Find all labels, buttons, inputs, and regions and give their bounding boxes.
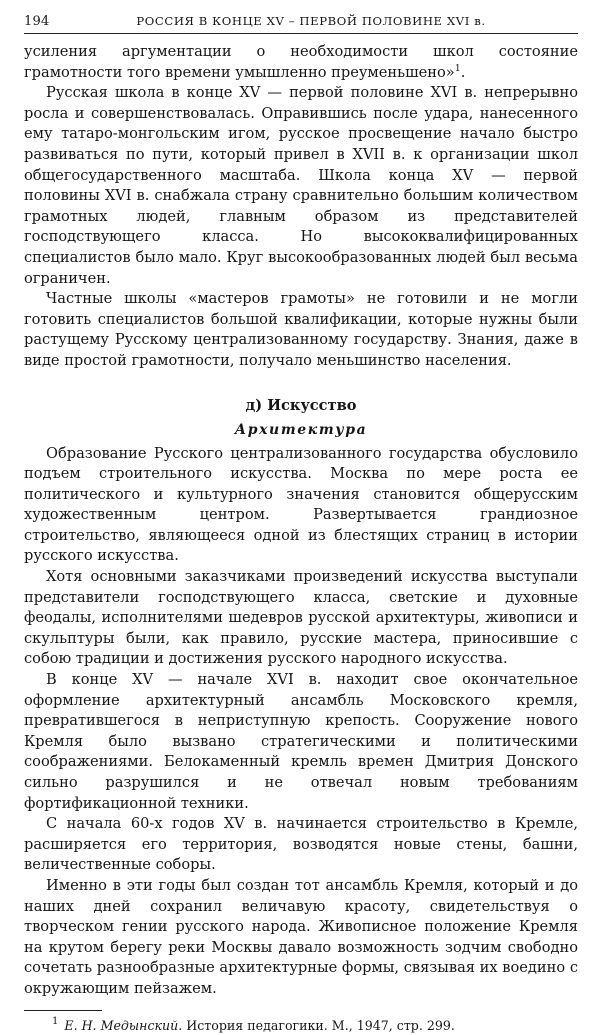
paragraph: Именно в эти годы был создан тот ансамбль Кремля, который и до наших дней сохранил величавую красоту, свидетельствуя о творческом гении русского народа. Живописное положение Кремля на крутом берегу реки Москвы давало возможность зодчим свободно сочетать разнообразные архитектурные формы, связывая их воедино с окружающим пейзажем. <box>24 876 578 997</box>
paragraph: Русская школа в конце XV — первой половине XVI в. непрерывно росла и совершенствовалась. Оправившись после удара, нанесенного ему татаро-монгольским игом, русское просвещение начало быстро развиваться по пути, который привел в XVII в. к организации школ общегосударственного масштаба. Школа конца XV — первой половины XVI в. снабжала страну сравнительно большим количеством грамотных людей, главным образом из представителей господствующего класса. Но высококвалифицированных специалистов было мало. Круг высокообразованных людей был весьма ограничен. <box>24 84 578 287</box>
running-header <box>24 14 578 34</box>
footnote <box>24 1017 578 1035</box>
footnote-text: История педагогики. М., 1947, стр. 299. <box>186 1017 455 1033</box>
paragraph: С начала 60-х годов XV в. начинается строительство в Кремле, расширяется его территория, возводятся новые стены, башни, величественные соборы. <box>24 815 578 874</box>
footnote-author: Е. Н. Медынский. <box>64 1017 183 1033</box>
section-title: д) Искусство <box>245 396 357 414</box>
paragraph: Частные школы «мастеров грамоты» не готовили и не могли готовить специалистов большой квалификации, которые нужны были растущему Русскому централизованному государству. Знания, даже в виде простой грамотности, получало меньшинство населения. <box>24 290 578 369</box>
paragraph-continuation: усиления аргументации о необходимости школ состояние грамотности того времени умышленно преуменьшено»$^1$. <box>24 43 578 81</box>
footnote-divider <box>24 1010 102 1011</box>
page-number: 194 <box>24 14 50 29</box>
paragraph: В конце XV — начале XVI в. находит свое окончательное оформление архитектурный ансамбль Московского кремля, превратившегося в неприступную крепость. Сооружение нового Кремля было вызвано стратегическими и политическими соображениями. Белокаменный кремль времен Дмитрия Донского сильно разрушился и не отвечал новым требованиям фортификационной техники. <box>24 671 578 812</box>
paragraph: Образование Русского централизованного государства обусловило подъем строительного искусства. Москва по мере роста ее политического и культурного значения становится общерусским художественным центром. Развертывается грандиозное строительство, являющееся одной из блестящих страниц в истории русского искусства. <box>24 444 578 565</box>
footnote-reference[interactable]: 1 <box>454 62 461 74</box>
footnote-number: 1 <box>52 1016 59 1028</box>
page-body <box>24 42 578 1000</box>
running-title: РОССИЯ В КОНЦЕ XV – ПЕРВОЙ ПОЛОВИНЕ XVI в. <box>136 14 486 28</box>
paragraph: Хотя основными заказчиками произведений искусства выступали представители господствующего класса, светские и духовные феодалы, исполнителями шедевров русской архитектуры, живописи и скульптуры были, как правило, русские мастера, приносившие с собою традиции и достижения русского народного искусства. <box>24 568 578 668</box>
page <box>24 14 578 1035</box>
subsection-title: Архитектура <box>234 421 368 438</box>
